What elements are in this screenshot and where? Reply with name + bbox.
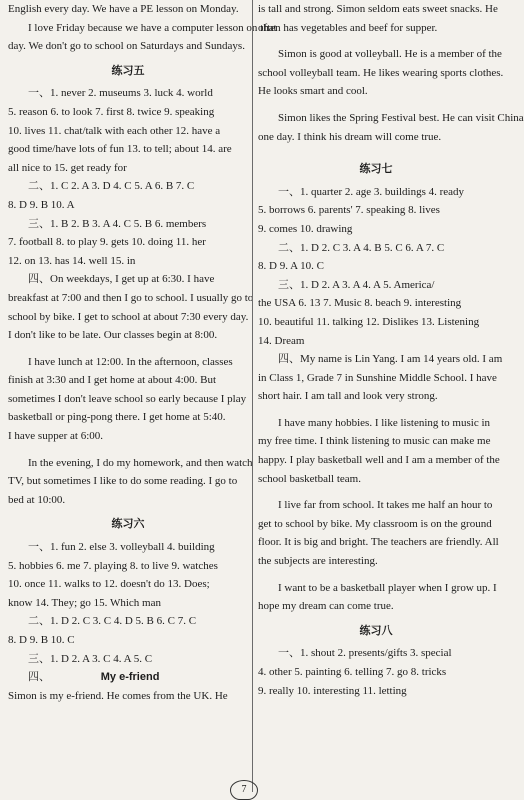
answer-line: TV, but sometimes I like to do some reading. I go to: [8, 475, 238, 488]
text-line: Simon is good at volleyball. He is a member of the: [278, 48, 502, 61]
answer-line: 4. other 5. painting 6. telling 7. go 8. tricks: [258, 666, 447, 678]
answer-line: 一、1. quarter 2. age 3. buildings 4. ready: [278, 185, 465, 198]
text-line: often has vegetables and beef for supper.: [258, 21, 438, 34]
answer-line: 7. football 8. to play 9. gets 10. doing 11. her: [8, 236, 206, 249]
section-heading-exercise-7: 练习七: [359, 163, 393, 176]
answer-line: I live far from school. It takes me half an hour to: [278, 499, 493, 512]
page-number: 7: [230, 780, 258, 800]
answer-line: I have lunch at 12:00. In the afternoon, classes: [28, 355, 233, 368]
essay-label: 四、: [28, 671, 50, 684]
answer-line: 8. D 9. A 10. C: [258, 260, 325, 273]
answer-line: all nice to 15. get ready for: [8, 161, 127, 174]
answer-line: get to school by bike. My classroom is on the ground: [258, 517, 492, 530]
answer-line: know 14. They; go 15. Which man: [8, 596, 161, 609]
answer-line: I want to be a basketball player when I grow up. I: [278, 581, 497, 594]
text-line: one day. I think his dream will come true.: [258, 130, 442, 143]
answer-line: 10. lives 11. chat/talk with each other 12. have a: [8, 124, 221, 137]
answer-line: 5. borrows 6. parents' 7. speaking 8. lives: [258, 204, 440, 217]
column-divider: [252, 0, 253, 792]
answer-line: school basketball team.: [258, 472, 361, 485]
answer-line: breakfast at 7:00 and then I go to school. I usually go to: [8, 291, 254, 304]
answer-line: 一、1. never 2. museums 3. luck 4. world: [28, 87, 213, 100]
essay-title-line: [8, 668, 248, 687]
section-heading-exercise-8: 练习八: [359, 624, 393, 637]
answer-line: 5. hobbies 6. me 7. playing 8. to live 9. watches: [8, 559, 218, 572]
text-line: school volleyball team. He likes wearing sports clothes.: [258, 66, 504, 79]
left-column: [8, 0, 277, 800]
answer-line: 8. D 9. B 10. C: [8, 634, 75, 646]
answer-line: basketball or ping-pong there. I get home at 5:40.: [8, 411, 226, 424]
answer-line: finish at 3:30 and I get home at about 4:00. But: [8, 374, 217, 387]
text-line: I love Friday because we have a computer lesson on that: [28, 21, 277, 34]
answer-line: In the evening, I do my homework, and then watch: [28, 456, 253, 469]
answer-line: 14. Dream: [258, 334, 305, 347]
answer-line: 8. D 9. B 10. A: [8, 198, 75, 211]
answer-line: happy. I play basketball well and I am a member of the: [258, 454, 500, 467]
section-heading-exercise-5: 练习五: [111, 64, 145, 77]
text-line: Simon is my e-friend. He comes from the UK. He: [8, 689, 228, 702]
section-heading-exercise-6: 练习六: [111, 518, 145, 531]
answer-line: 三、1. D 2. A 3. C 4. A 5. C: [28, 652, 153, 665]
text-line: day. We don't go to school on Saturdays and Sundays.: [8, 40, 245, 53]
answer-line: 四、My name is Lin Yang. I am 14 years old. I am: [278, 353, 503, 366]
answer-line: 9. comes 10. drawing: [258, 222, 353, 235]
answer-line: 9. really 10. interesting 11. letting: [258, 684, 407, 697]
answer-line: the USA 6. 13 7. Music 8. beach 9. interesting: [258, 297, 462, 310]
answer-line: bed at 10:00.: [8, 493, 66, 506]
answer-line: my free time. I think listening to music can make me: [258, 435, 491, 448]
answer-line: good time/have lots of fun 13. to tell; about 14. are: [8, 143, 232, 156]
answer-line: 二、1. C 2. A 3. D 4. C 5. A 6. B 7. C: [28, 180, 195, 193]
right-column: [258, 0, 524, 800]
answer-line: I have many hobbies. I like listening to music in: [278, 416, 491, 429]
answer-line: 10. beautiful 11. talking 12. Dislikes 13. Listening: [258, 315, 480, 328]
answer-line: hope my dream can come true.: [258, 600, 394, 613]
answer-line: 四、On weekdays, I get up at 6:30. I have: [28, 273, 215, 286]
answer-line: 12. on 13. has 14. well 15. in: [8, 254, 136, 267]
answer-line: the subjects are interesting.: [258, 555, 378, 568]
answer-line: floor. It is big and bright. The teachers are friendly. All: [258, 536, 499, 549]
essay-title: My e-friend: [100, 671, 160, 684]
answer-line: 三、1. D 2. A 3. A 4. A 5. America/: [278, 278, 435, 291]
answer-line: 一、1. shout 2. presents/gifts 3. special: [278, 647, 452, 660]
answer-line: 二、1. D 2. C 3. C 4. D 5. B 6. C 7. C: [28, 615, 197, 628]
text-line: is tall and strong. Simon seldom eats sweet snacks. He: [258, 3, 498, 15]
text-line: He looks smart and cool.: [258, 85, 368, 98]
answer-line: in Class 1, Grade 7 in Sunshine Middle School. I have: [258, 371, 497, 384]
answer-line: school by bike. I get to school at about 7:30 every day.: [8, 310, 249, 323]
answer-line: 二、1. D 2. C 3. A 4. B 5. C 6. A 7. C: [278, 241, 445, 254]
answer-line: 一、1. fun 2. else 3. volleyball 4. building: [28, 541, 215, 554]
answer-line: 三、1. B 2. B 3. A 4. C 5. B 6. members: [28, 217, 207, 230]
answer-line: 10. once 11. walks to 12. doesn't do 13. Does;: [8, 578, 210, 591]
text-line: English every day. We have a PE lesson on Monday.: [8, 3, 239, 15]
answer-line: 5. reason 6. to look 7. first 8. twice 9. speaking: [8, 105, 215, 118]
answer-line: short hair. I am tall and look very strong.: [258, 390, 438, 403]
answer-line: sometimes I don't leave school so early because I play: [8, 392, 247, 405]
answer-line: I don't like to be late. Our classes begin at 8:00.: [8, 329, 218, 342]
answer-line: I have supper at 6:00.: [8, 430, 103, 443]
text-line: Simon likes the Spring Festival best. He can visit China: [278, 111, 524, 124]
